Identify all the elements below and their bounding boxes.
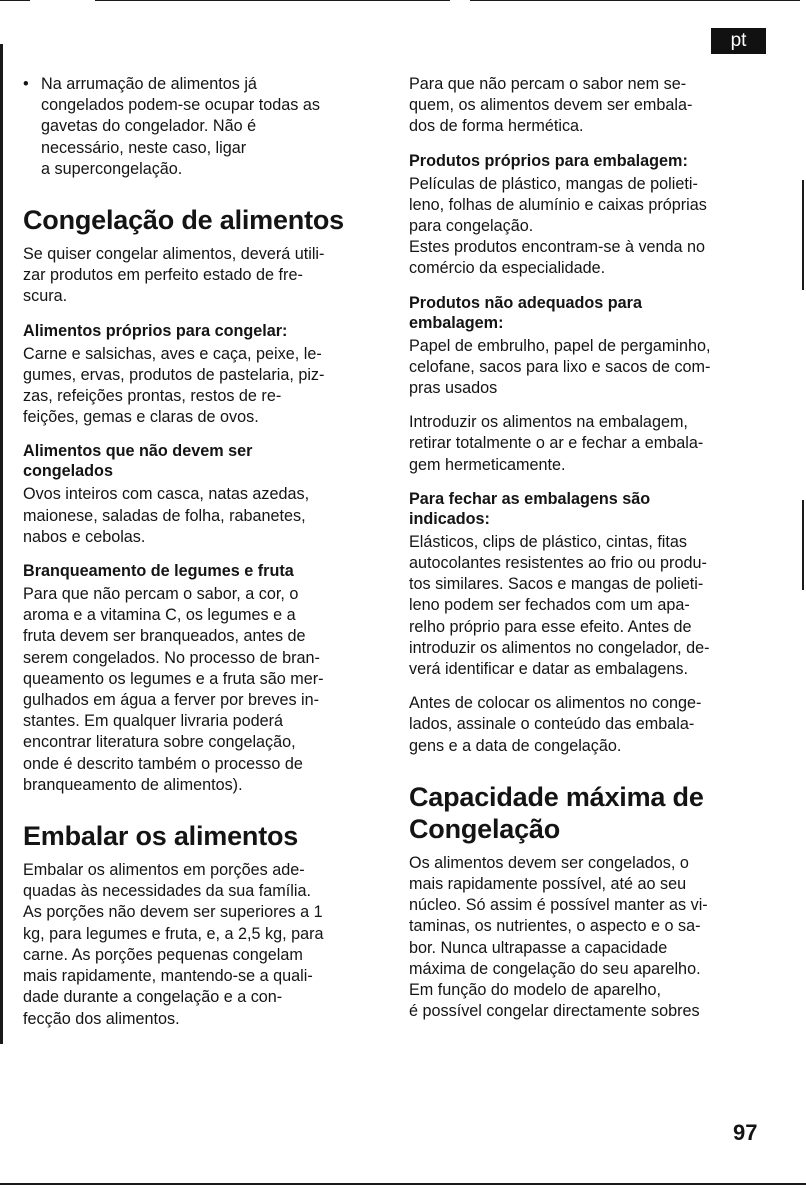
unsuitable-foods-text: Ovos inteiros com casca, natas azedas, maionese, saladas de folha, rabanetes, nabos e cebolas. [23, 485, 310, 546]
section-heading-freezing: Congelação de alimentos [23, 205, 344, 236]
labeling-text: Antes de colocar os alimentos no conge- lados, assinale o conteúdo das embala- gens e a data de congelação. [409, 694, 702, 755]
page-number: 97 [733, 1120, 758, 1145]
suitable-packaging-heading: Produtos próprios para embalagem: [409, 151, 688, 170]
suitable-foods-heading: Alimentos próprios para congelar: [23, 321, 288, 340]
bullet-note: • Na arrumação de alimentos já congelados podem-se ocupar todas as gavetas do congelador. Não é necessário, neste caso, ligar a supercongelação. [23, 74, 383, 180]
language-tab: pt [711, 28, 766, 54]
section-heading-packing: Embalar os alimentos [23, 821, 299, 852]
top-rule-right [470, 0, 800, 1]
suitable-packaging-text: Películas de plástico, mangas de polieti- leno, folhas de alumínio e caixas próprias para congelação. Estes produtos encontram-se à venda no comércio da especialidade. [409, 174, 707, 278]
unsuitable-packaging-heading: Produtos não adequados para embalagem: [409, 293, 642, 332]
packing-text: Embalar os alimentos em porções ade- quadas às necessidades da sua família. As porções não devem ser superiores a 1 kg, para legumes e fruta, e, a 2,5 kg, para carne. As porções pequenas congelam mais rapidamente, mantendo-se a quali- dade durante a congelação e a con- fecção dos alimentos. [23, 861, 324, 1028]
suitable-foods-text: Carne e salsichas, aves e caça, peixe, le- gumes, ervas, produtos de pastelaria, piz- zas, refeições prontas, restos de re- feições, gemas e claras de ovos. [23, 344, 325, 427]
right-edge-mark [802, 180, 804, 290]
freezing-intro: Se quiser congelar alimentos, deverá utili- zar produtos em perfeito estado de fre- scura. [23, 245, 325, 306]
blanching-heading: Branqueamento de legumes e fruta [23, 562, 294, 581]
packing-procedure-text: Introduzir os alimentos na embalagem, retirar totalmente o ar e fechar a embala- gem hermeticamente. [409, 413, 704, 474]
right-column [409, 74, 761, 1023]
left-column [23, 74, 383, 1030]
capacity-text: Os alimentos devem ser congelados, o mais rapidamente possível, até ao seu núcleo. Só assim é possível manter as vi- taminas, os nutrientes, o aspecto e o sa- bor. Nunca ultrapasse a capacidade máxima de congelação do seu aparelho. Em função do modelo de aparelho, é possível congelar directamente sobres [409, 853, 708, 1021]
sealing-intro: Para que não percam o sabor nem se- quem, os alimentos devem ser embala- dos de forma hermética. [409, 75, 693, 136]
closing-materials-heading: Para fechar as embalagens são indicados: [409, 489, 651, 528]
binding-edge [0, 44, 3, 1044]
unsuitable-foods-heading: Alimentos que não devem ser congelados [23, 442, 253, 481]
top-rule-center [95, 0, 450, 1]
blanching-text: Para que não percam o sabor, a cor, o aroma e a vitamina C, os legumes e a fruta devem ser branqueados, antes de serem congelados. No processo de bran- queamento os legumes e a fruta são mer- gulhados em água a ferver por breves in- stantes. Em qualquer livraria poderá encontrar literatura sobre congelação, onde é descrito também o processo de branqueamento de alimentos). [23, 585, 324, 794]
top-rule-left [0, 0, 30, 1]
closing-materials-text: Elásticos, clips de plástico, cintas, fitas autocolantes resistentes ao frio ou produ- tos similares. Sacos e mangas de polieti- leno podem ser fechados com um apa- relho próprio para esse efeito. Antes de introduzir os alimentos no congelador, de- verá identificar e datar as embalagens. [409, 532, 710, 679]
right-edge-mark [802, 500, 804, 590]
unsuitable-packaging-text: Papel de embrulho, papel de pergaminho, celofane, sacos para lixo e sacos de com- pras usados [409, 336, 711, 398]
section-heading-capacity: Capacidade máxima de Congelação [409, 781, 704, 844]
bottom-rule [0, 1183, 806, 1185]
